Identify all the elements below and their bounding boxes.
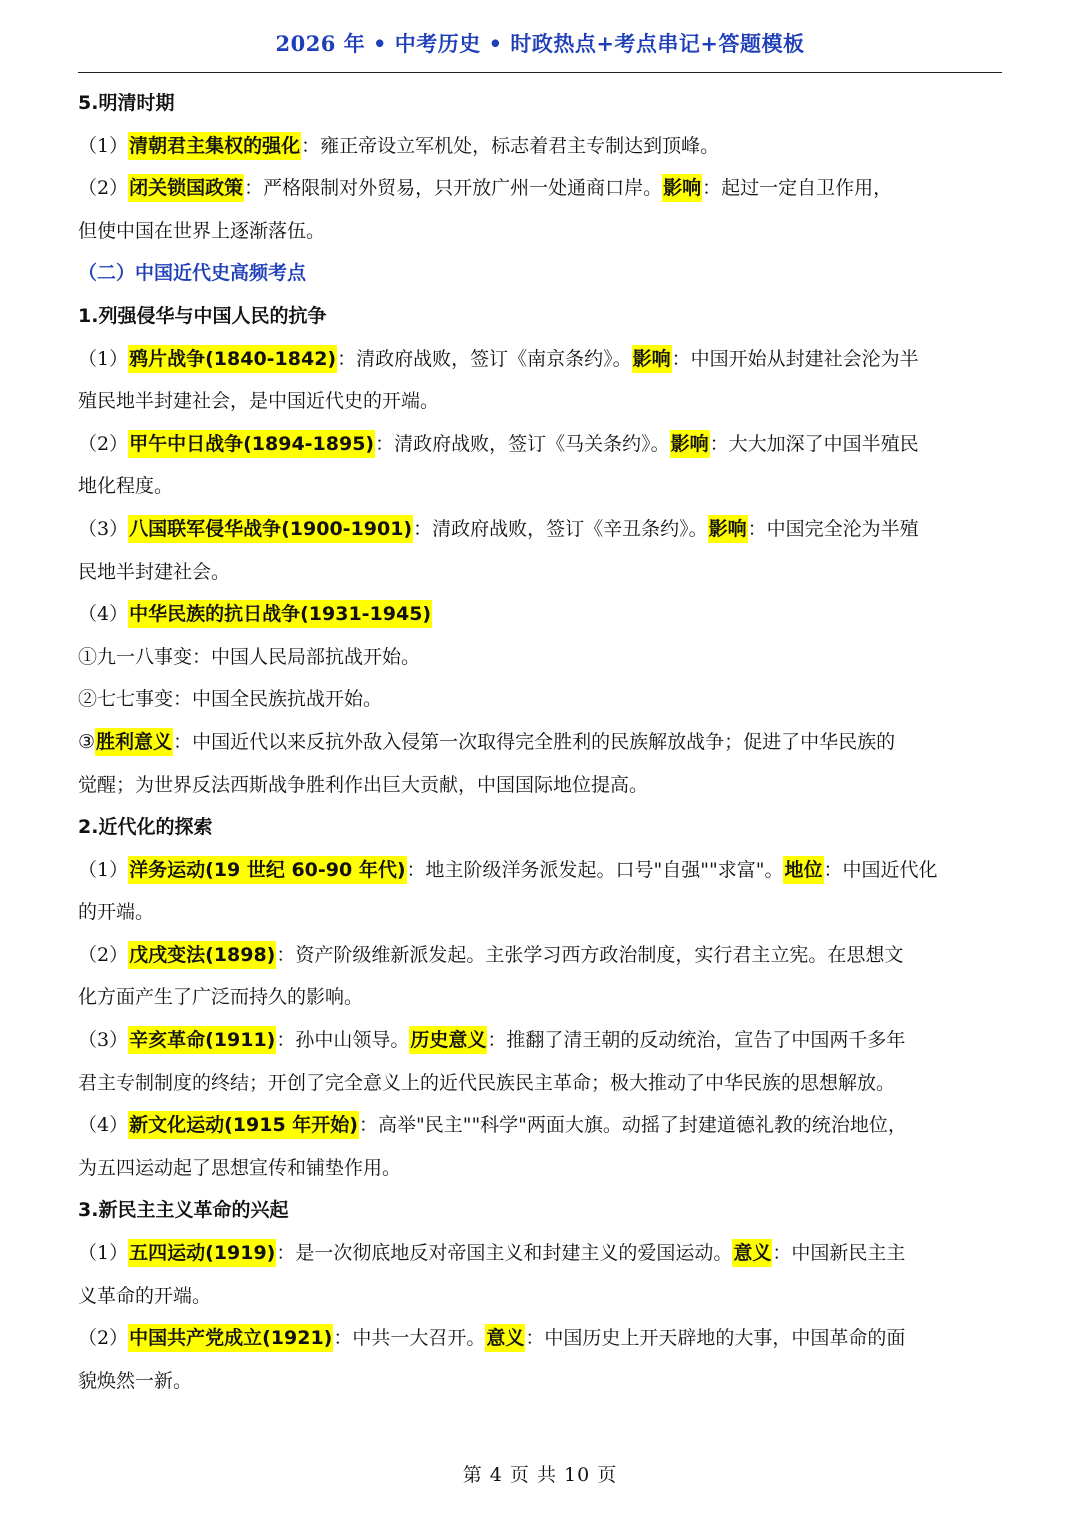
point-text: ：中国完全沦为半殖 — [747, 517, 919, 540]
point-text: ：孙中山领导。 — [276, 1029, 410, 1052]
point-text: ：地主阶级洋务派发起。口号"自强""求富"。 — [406, 858, 784, 881]
key-term: 辛亥革命(1911) — [128, 1026, 276, 1054]
point-number: （2） — [78, 1327, 129, 1350]
key-term: 洋务运动(19 世纪 60-90 年代) — [128, 856, 406, 884]
point-number: （1） — [78, 134, 129, 157]
point-text-continued: 义革命的开端。 — [78, 1284, 212, 1307]
point-text: ：中共一大召开。 — [333, 1327, 486, 1350]
point-text: ：是一次彻底地反对帝国主义和封建主义的爱国运动。 — [276, 1242, 733, 1265]
header-rule — [78, 72, 1002, 73]
key-term: 中华民族的抗日战争(1931-1945) — [128, 600, 432, 628]
key-term: 闭关锁国政策 — [128, 174, 244, 202]
key-term-impact: 影响 — [632, 345, 672, 373]
key-term-significance: 历史意义 — [409, 1026, 487, 1054]
point-text: ：起过一定自卫作用， — [702, 177, 893, 200]
point-opium-war — [78, 338, 1002, 423]
subpoint-victory-significance — [78, 721, 1002, 806]
point-text-continued: 但使中国在世界上逐渐落伍。 — [78, 219, 326, 242]
document-header-title: 2026 年 • 中考历史 • 时政热点+考点串记+答题模板 — [275, 31, 805, 56]
page-number-footer: 第 4 页 共 10 页 — [462, 1464, 618, 1486]
subpoint-918-incident: ①九一八事变：中国人民局部抗战开始。 — [78, 645, 421, 668]
point-text: ：中国历史上开天辟地的大事，中国革命的面 — [525, 1327, 906, 1350]
subpoint-77-incident: ②七七事变：中国全民族抗战开始。 — [78, 688, 383, 711]
key-term: 八国联军侵华战争(1900-1901) — [128, 515, 413, 543]
point-xinhai-revolution — [78, 1019, 1002, 1104]
point-number: （2） — [78, 177, 129, 200]
point-number: （1） — [78, 347, 129, 370]
topic-title-new-democratic-revolution: 3.新民主主义革命的兴起 — [78, 1199, 289, 1222]
key-term: 新文化运动(1915 年开始) — [128, 1111, 359, 1139]
point-eight-nation-alliance — [78, 508, 1002, 593]
point-number: （4） — [78, 1114, 129, 1137]
key-term: 五四运动(1919) — [128, 1239, 276, 1267]
point-hundred-days-reform — [78, 934, 1002, 1019]
point-text-continued: 貌焕然一新。 — [78, 1369, 193, 1392]
point-text: ：资产阶级维新派发起。主张学习西方政治制度，实行君主立宪。在思想文 — [276, 943, 904, 966]
point-text: ：严格限制对外贸易，只开放广州一处通商口岸。 — [244, 177, 663, 200]
key-term-status: 地位 — [783, 856, 823, 884]
point-text: ：雍正帝设立军机处，标志着君主专制达到顶峰。 — [301, 134, 720, 157]
key-term: 清朝君主集权的强化 — [128, 132, 301, 160]
key-term: 胜利意义 — [95, 728, 173, 756]
key-term-significance: 意义 — [732, 1239, 772, 1267]
point-text: ：中国近代化 — [823, 858, 938, 881]
point-new-culture-movement — [78, 1104, 1002, 1189]
point-westernization-movement — [78, 849, 1002, 934]
point-junzhu-jiquan — [78, 125, 1002, 168]
point-text: ：推翻了清王朝的反动统治，宣告了中国两千多年 — [487, 1029, 906, 1052]
point-cpc-founding — [78, 1317, 1002, 1402]
topic-title-invasion: 1.列强侵华与中国人民的抗争 — [78, 304, 327, 327]
point-text: ：清政府战败，签订《南京条约》。 — [337, 347, 632, 370]
point-text-continued: 殖民地半封建社会，是中国近代史的开端。 — [78, 390, 440, 413]
key-term: 戊戌变法(1898) — [128, 941, 276, 969]
point-sino-japanese-war — [78, 423, 1002, 508]
point-number: （2） — [78, 943, 129, 966]
point-text-continued: 民地半封建社会。 — [78, 560, 231, 583]
key-term-impact: 影响 — [662, 174, 702, 202]
key-term-impact: 影响 — [670, 430, 710, 458]
point-text: ：清政府战败，签订《辛丑条约》。 — [413, 517, 708, 540]
point-anti-japanese-war — [78, 593, 1002, 636]
key-term-significance: 意义 — [485, 1324, 525, 1352]
point-number: （1） — [78, 858, 129, 881]
point-number: （4） — [78, 603, 129, 626]
point-text: ：中国新民主主 — [772, 1242, 906, 1265]
key-term-impact: 影响 — [708, 515, 748, 543]
point-biguan-suoguo — [78, 167, 1002, 252]
point-number: ③ — [78, 730, 96, 753]
key-term: 甲午中日战争(1894-1895) — [128, 430, 375, 458]
point-text-continued: 觉醒；为世界反法西斯战争胜利作出巨大贡献，中国国际地位提高。 — [78, 773, 649, 796]
point-text-continued: 化方面产生了广泛而持久的影响。 — [78, 986, 364, 1009]
point-number: （2） — [78, 432, 129, 455]
point-text-continued: 为五四运动起了思想宣传和铺垫作用。 — [78, 1156, 402, 1179]
topic-title-ming-qing: 5.明清时期 — [78, 92, 175, 114]
key-term: 中国共产党成立(1921) — [128, 1324, 333, 1352]
point-text: ：高举"民主""科学"两面大旗。动摇了封建道德礼教的统治地位， — [358, 1114, 907, 1137]
point-text-continued: 君主专制制度的终结；开创了完全意义上的近代民族民主革命；极大推动了中华民族的思想解放。 — [78, 1071, 896, 1094]
point-text-continued: 的开端。 — [78, 901, 155, 924]
point-text: ：中国近代以来反抗外敌入侵第一次取得完全胜利的民族解放战争；促进了中华民族的 — [173, 730, 896, 753]
point-text: ：中国开始从封建社会沦为半 — [671, 347, 919, 370]
point-text: ：大大加深了中国半殖民 — [709, 432, 919, 455]
point-text-continued: 地化程度。 — [78, 475, 174, 498]
point-number: （3） — [78, 1029, 129, 1052]
point-number: （3） — [78, 517, 129, 540]
point-may-fourth-movement — [78, 1232, 1002, 1317]
section-title-modern-history: （二）中国近代史高频考点 — [78, 262, 307, 285]
point-text: ：清政府战败，签订《马关条约》。 — [375, 432, 670, 455]
topic-title-modernization: 2.近代化的探索 — [78, 816, 213, 839]
key-term: 鸦片战争(1840-1842) — [128, 345, 337, 373]
point-number: （1） — [78, 1242, 129, 1265]
document-body — [78, 82, 1002, 1402]
